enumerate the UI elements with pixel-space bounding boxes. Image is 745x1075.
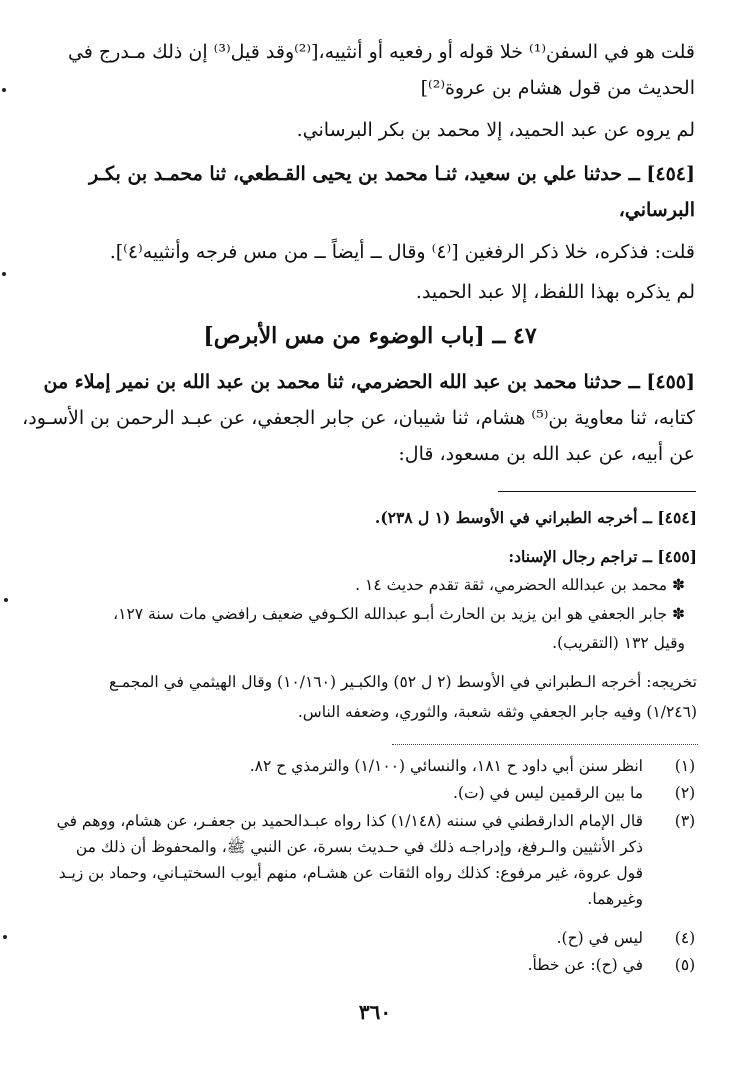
paragraph-1 xyxy=(68,34,695,106)
text-line: ✽ محمد بن عبدالله الحضرمي، ثقة تقدم حديث ١٤ . xyxy=(355,576,685,594)
footnote-number: (٣) xyxy=(674,812,696,830)
footnote-separator xyxy=(392,744,698,745)
text-line: ✽ جابر الجعفي هو ابن يزيد بن الحارث أبـو عبدالله الكـوفي ضعيف رافضي مات سنة ١٢٧، xyxy=(113,605,685,623)
footnote-text: ليس في (ح). xyxy=(556,929,643,947)
text-line: لم يذكره بهذا اللفظ، إلا عبد الحميد. xyxy=(415,281,695,303)
footnote-number: (٤) xyxy=(674,929,696,947)
text-line: لم يروه عن عبد الحميد، إلا محمد بن بكر البرساني. xyxy=(296,119,695,141)
footnote-text: قال الإمام الدارقطني في سننه (١/١٤٨) كذا رواه عبـدالحميد بن جعفـر، عن هشام، ووهم في xyxy=(56,812,643,830)
scan-mark xyxy=(2,272,6,276)
hadith-454 xyxy=(89,156,695,228)
text-line: الحديث من قول هشام بن عروة⁽²⁾] xyxy=(420,77,695,99)
footnote-text: ما بين الرقمين ليس في (ت). xyxy=(453,784,643,802)
scan-mark xyxy=(4,598,8,602)
commentary-separator xyxy=(498,491,696,492)
paragraph-5 xyxy=(416,274,695,310)
text-line: عن أبيه، عن عبد الله بن مسعود، قال: xyxy=(398,443,695,465)
text-line: (١/٢٤٦) وفيه جابر الجعفي وثقه شعبة، والثوري، وضعفه الناس. xyxy=(297,703,697,721)
scan-mark xyxy=(3,935,7,939)
text-line: البرساني، xyxy=(618,199,695,221)
text-line: كتابه، ثنا معاوية بن⁽⁵⁾ هشام، ثنا شيبان، عن جابر الجعفي، عن عبـد الرحمن بن الأسـود، xyxy=(22,407,695,429)
scan-mark xyxy=(2,88,6,92)
chapter-heading: ٤٧ ــ [باب الوضوء من مس الأبرص] xyxy=(203,323,537,349)
footnote-text: في (ح): عن خطأ. xyxy=(527,956,643,974)
footnote-number: (٥) xyxy=(674,956,696,974)
footnote-text: قول عروة، غير مرفوع: كذلك رواه الثقات عن هشـام، منهم أيوب السختيـاني، وحماد بن زيـد xyxy=(58,864,643,882)
footnote-number: (٢) xyxy=(674,784,696,802)
commentary-454 xyxy=(375,503,697,532)
footnote-3 xyxy=(50,807,705,919)
hadith-455 xyxy=(22,364,695,472)
paragraph-2 xyxy=(297,112,695,148)
text-line: وقيل ١٣٢ (التقريب). xyxy=(552,634,685,652)
text-line: تخريجه: أخرجه الـطبراني في الأوسط (٢ ل ٥٢) والكبـير (١٠/١٦٠) وقال الهيثمي في المجمـع xyxy=(108,673,697,691)
text-line: [٤٥٤] ــ حدثنا علي بن سعيد، ثنـا محمد بن يحيى القـطعي، ثنا محمـد بن بكـر xyxy=(89,163,695,185)
text-line: قلت هو في السفن⁽¹⁾ خلا قوله أو رفعيه أو أنثييه،[⁽²⁾وقد قيل⁽³⁾ إن ذلك مـدرج في xyxy=(67,41,695,63)
paragraph-4 xyxy=(110,234,695,270)
text-line: [٤٥٥] ــ تراجم رجال الإسناد: xyxy=(508,547,697,566)
footnote-text: ذكر الأنثيين والـرفغ، وإدراجـه ذلك في حـديث بسرة، عن النبي ﷺ، والمحفوظ أن ذلك من xyxy=(75,838,643,856)
text-line: [٤٥٥] ــ حدثنا محمد بن عبد الله الحضرمي، ثنا محمد بن عبد الله بن نمير إملاء من xyxy=(43,371,695,393)
page-number: ٣٦٠ xyxy=(358,1000,392,1024)
text-line: قلت: فذكره، خلا ذكر الرفغين [⁽٤⁾ وقال ــ أيضاً ــ من مس فرجه وأنثييه⁽٤⁾]. xyxy=(109,241,695,263)
footnote-text: وغيرهما. xyxy=(587,890,643,908)
takhrij xyxy=(109,668,697,728)
footnote-text: انظر سنن أبي داود ح ١٨١، والنسائي (١/١٠٠) والترمذي ح ٨٢. xyxy=(249,757,643,775)
footnote-number: (١) xyxy=(674,757,696,775)
commentary-455 xyxy=(113,542,697,658)
text-line: [٤٥٤] ــ أخرجه الطبراني في الأوسط (١ ل ٢٣٨). xyxy=(374,508,697,527)
